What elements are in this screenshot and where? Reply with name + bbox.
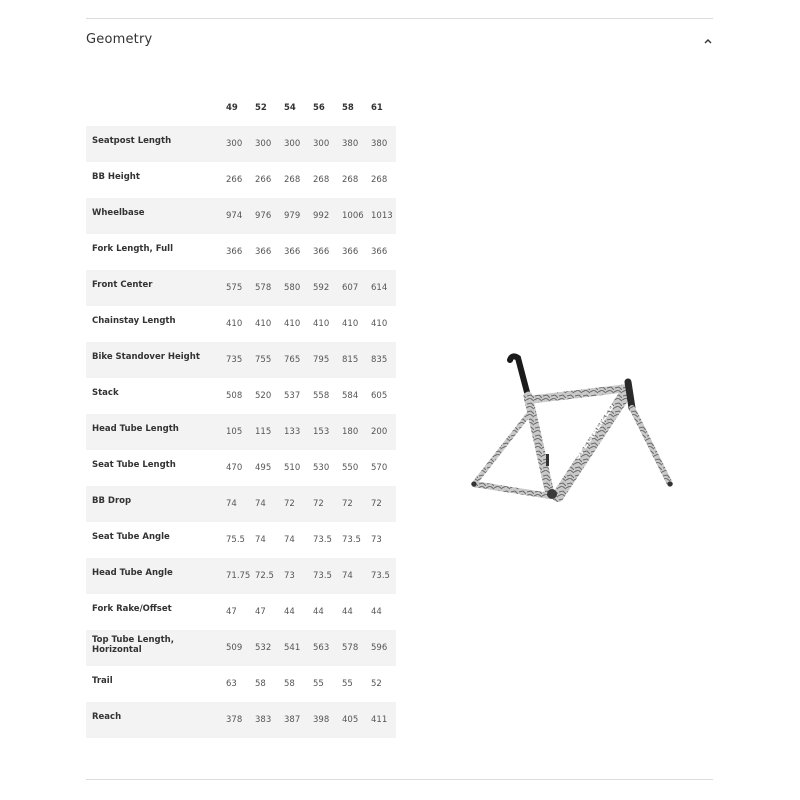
table-cell: 510 — [284, 463, 301, 473]
row-label: Seat Tube Angle — [92, 532, 170, 542]
table-cell: 979 — [280, 198, 309, 234]
table-cell: 563 — [309, 630, 338, 666]
table-cell: 410 — [226, 319, 243, 329]
table-cell: 58 — [284, 679, 295, 689]
size-header-52: 52 — [255, 103, 267, 113]
table-cell: 115 — [251, 414, 280, 450]
table-cell: 592 — [309, 270, 338, 306]
table-cell: 578 — [251, 270, 280, 306]
table-cell: 72 — [280, 486, 309, 522]
table-cell: 72.5 — [251, 558, 280, 594]
table-row — [86, 630, 396, 666]
geometry-section-header[interactable] — [86, 32, 713, 54]
table-cell: 570 — [371, 463, 388, 473]
table-cell: 387 — [280, 702, 309, 738]
table-cell: 1006 — [338, 198, 367, 234]
table-cell: 72 — [367, 486, 396, 522]
table-cell: 378 — [222, 702, 251, 738]
table-cell: 1013 — [367, 198, 396, 234]
table-row — [86, 198, 396, 234]
top-divider — [86, 18, 713, 19]
table-cell: 180 — [338, 414, 367, 450]
table-row — [86, 234, 396, 270]
table-cell: 74 — [284, 535, 295, 545]
table-cell: 105 — [222, 414, 251, 450]
table-cell: 495 — [255, 463, 272, 473]
row-label: Trail — [92, 676, 113, 686]
table-cell: 153 — [309, 414, 338, 450]
row-label: Head Tube Angle — [86, 558, 222, 594]
table-cell: 755 — [251, 342, 280, 378]
table-cell: 73.5 — [367, 558, 396, 594]
table-cell: 74 — [338, 558, 367, 594]
frame-logo: SPECIALIZED — [572, 401, 618, 462]
table-cell: 380 — [367, 126, 396, 162]
table-row — [86, 126, 396, 162]
table-cell: 992 — [309, 198, 338, 234]
table-cell: 72 — [309, 486, 338, 522]
table-cell: 44 — [284, 607, 295, 617]
table-cell: 268 — [284, 175, 301, 185]
table-cell: 47 — [255, 607, 266, 617]
table-cell: 614 — [367, 270, 396, 306]
table-row — [86, 270, 396, 306]
chevron-up-icon[interactable] — [703, 36, 713, 46]
table-cell: 52 — [371, 679, 382, 689]
table-cell: 268 — [313, 175, 330, 185]
table-cell: 74 — [222, 486, 251, 522]
size-header-61: 61 — [371, 103, 383, 113]
geometry-table — [86, 90, 396, 738]
table-cell: 366 — [371, 247, 388, 257]
table-cell: 380 — [338, 126, 367, 162]
table-cell: 976 — [251, 198, 280, 234]
row-label: Chainstay Length — [92, 316, 176, 326]
table-cell: 398 — [309, 702, 338, 738]
table-cell: 366 — [342, 247, 359, 257]
table-row — [86, 594, 396, 630]
row-label: Reach — [86, 702, 222, 738]
table-cell: 410 — [371, 319, 388, 329]
table-cell: 765 — [280, 342, 309, 378]
table-cell: 268 — [342, 175, 359, 185]
table-cell: 366 — [226, 247, 243, 257]
section-title: Geometry — [86, 32, 153, 47]
table-cell: 605 — [371, 391, 388, 401]
table-cell: 575 — [222, 270, 251, 306]
table-cell: 411 — [367, 702, 396, 738]
table-cell: 366 — [255, 247, 272, 257]
header-spacer — [86, 90, 222, 126]
table-cell: 73.5 — [313, 535, 332, 545]
table-cell: 74 — [255, 535, 266, 545]
row-label: BB Height — [92, 172, 140, 182]
table-cell: 578 — [338, 630, 367, 666]
table-cell: 558 — [313, 391, 330, 401]
table-cell: 410 — [313, 319, 330, 329]
table-cell: 405 — [338, 702, 367, 738]
table-cell: 266 — [255, 175, 272, 185]
table-cell: 383 — [251, 702, 280, 738]
table-cell: 266 — [226, 175, 243, 185]
row-label: Fork Length, Full — [92, 244, 173, 254]
table-cell: 55 — [313, 679, 324, 689]
size-header-49: 49 — [226, 103, 238, 113]
row-label: Seat Tube Length — [92, 460, 176, 470]
table-cell: 835 — [367, 342, 396, 378]
table-row — [86, 162, 396, 198]
row-label: Fork Rake/Offset — [92, 604, 172, 614]
size-header-56: 56 — [313, 103, 325, 113]
table-cell: 75.5 — [226, 535, 245, 545]
table-row — [86, 378, 396, 414]
size-header-58: 58 — [342, 103, 354, 113]
table-row — [86, 522, 396, 558]
table-cell: 300 — [222, 126, 251, 162]
table-cell: 63 — [226, 679, 237, 689]
row-label: Front Center — [86, 270, 222, 306]
table-cell: 300 — [251, 126, 280, 162]
table-cell: 73.5 — [309, 558, 338, 594]
table-cell: 55 — [342, 679, 353, 689]
size-header-54: 54 — [284, 103, 296, 113]
row-label: Head Tube Length — [86, 414, 222, 450]
table-cell: 74 — [251, 486, 280, 522]
table-row — [86, 666, 396, 702]
table-cell: 584 — [342, 391, 359, 401]
table-cell: 815 — [338, 342, 367, 378]
table-cell: 366 — [284, 247, 301, 257]
table-cell: 541 — [280, 630, 309, 666]
table-cell: 537 — [284, 391, 301, 401]
table-cell: 508 — [226, 391, 243, 401]
row-label: Bike Standover Height — [86, 342, 222, 378]
table-cell: 200 — [367, 414, 396, 450]
table-cell: 300 — [280, 126, 309, 162]
table-cell: 73.5 — [342, 535, 361, 545]
table-cell: 509 — [222, 630, 251, 666]
table-cell: 580 — [280, 270, 309, 306]
row-label: Stack — [92, 388, 119, 398]
table-row — [86, 342, 396, 378]
table-cell: 596 — [367, 630, 396, 666]
table-cell: 73 — [280, 558, 309, 594]
table-cell: 607 — [338, 270, 367, 306]
table-cell: 530 — [313, 463, 330, 473]
table-cell: 47 — [226, 607, 237, 617]
table-row — [86, 702, 396, 738]
table-cell: 72 — [338, 486, 367, 522]
table-cell: 520 — [255, 391, 272, 401]
table-cell: 410 — [255, 319, 272, 329]
bike-frame-image — [462, 350, 682, 510]
table-cell: 795 — [309, 342, 338, 378]
table-cell: 300 — [309, 126, 338, 162]
bottom-divider — [86, 779, 713, 780]
table-cell: 73 — [371, 535, 382, 545]
table-cell: 410 — [284, 319, 301, 329]
table-row — [86, 450, 396, 486]
table-cell: 44 — [342, 607, 353, 617]
table-cell: 268 — [371, 175, 388, 185]
table-cell: 58 — [255, 679, 266, 689]
table-row — [86, 558, 396, 594]
table-cell: 550 — [342, 463, 359, 473]
table-cell: 44 — [371, 607, 382, 617]
table-cell: 133 — [280, 414, 309, 450]
table-cell: 974 — [222, 198, 251, 234]
table-row — [86, 414, 396, 450]
table-cell: 44 — [313, 607, 324, 617]
size-header-row — [86, 90, 396, 126]
table-cell: 532 — [251, 630, 280, 666]
table-cell: 366 — [313, 247, 330, 257]
row-label: Wheelbase — [86, 198, 222, 234]
row-label: Seatpost Length — [86, 126, 222, 162]
table-row — [86, 486, 396, 522]
table-row — [86, 306, 396, 342]
table-cell: 470 — [226, 463, 243, 473]
row-label: Top Tube Length, Horizontal — [86, 630, 222, 666]
table-cell: 735 — [222, 342, 251, 378]
table-cell: 410 — [342, 319, 359, 329]
table-cell: 71.75 — [222, 558, 251, 594]
row-label: BB Drop — [86, 486, 222, 522]
